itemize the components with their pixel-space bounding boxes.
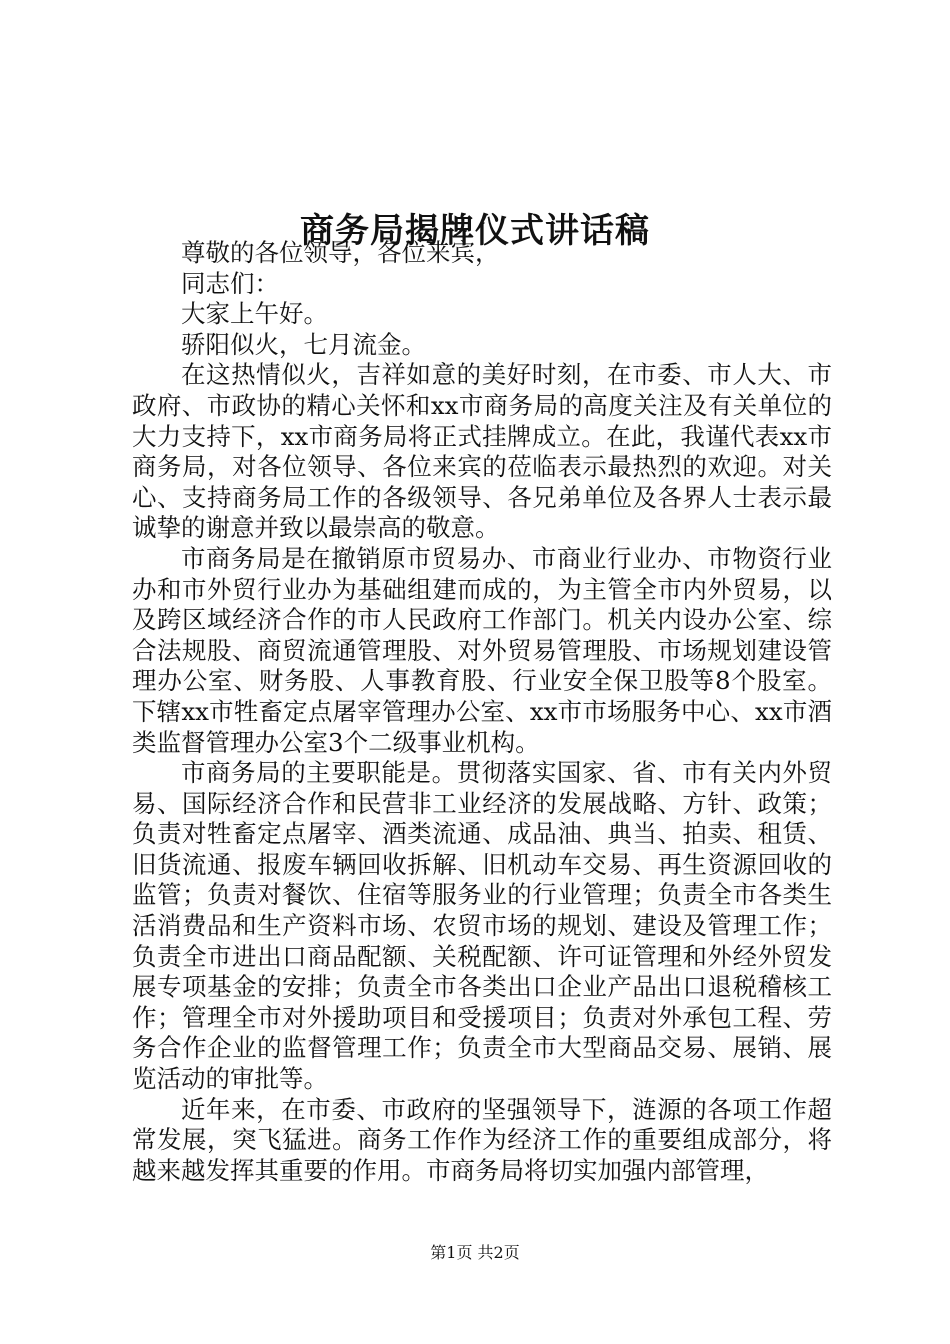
- greeting-paragraph: 大家上午好。: [181, 299, 328, 329]
- salutation-paragraph: 尊敬的各位领导，各位来宾，: [181, 238, 500, 267]
- body-paragraph: 在这热情似火，吉祥如意的美好时刻，在市委、市人大、市政府、市政协的精心关怀和xx市商务局的高度关注及有关单位的大力支持下，xx市商务局将正式挂牌成立。在此，我谨代表xx市商务局，对各位领导、各位来宾的莅临表示最热烈的欢迎。对关心、支持商务局工作的各级领导、各兄弟单位及各界人士表示最诚挚的谢意并致以最崇高的敬意。: [132, 360, 832, 543]
- body-paragraph: 近年来，在市委、市政府的坚强领导下，涟源的各项工作超常发展，突飞猛进。商务工作作为经济工作的重要组成部分，将越来越发挥其重要的作用。市商务局将切实加强内部管理，: [132, 1094, 832, 1185]
- page-number-footer: 第1页 共2页: [430, 1243, 520, 1262]
- body-paragraph: 市商务局的主要职能是。贯彻落实国家、省、市有关内外贸易、国际经济合作和民营非工业经济的发展战略、方针、政策；负责对牲畜定点屠宰、酒类流通、成品油、典当、拍卖、租赁、旧货流通、报废车辆回收拆解、旧机动车交易、再生资源回收的监管；负责对餐饮、住宿等服务业的行业管理；负责全市各类生活消费品和生产资料市场、农贸市场的规划、建设及管理工作；负责全市进出口商品配额、关税配额、许可证管理和外经外贸发展专项基金的安排；负责全市各类出口企业产品出口退税稽核工作；管理全市对外援助项目和受援项目；负责对外承包工程、劳务合作企业的监督管理工作；负责全市大型商品交易、展销、展览活动的审批等。: [132, 758, 832, 1094]
- document-body: [132, 238, 832, 1186]
- document-title: 商务局揭牌仪式讲话稿: [300, 210, 650, 251]
- opening-paragraph: 骄阳似火，七月流金。: [181, 329, 426, 359]
- salutation-paragraph: 同志们：: [181, 268, 279, 298]
- body-paragraph: 市商务局是在撤销原市贸易办、市商业行业办、市物资行业办和市外贸行业办为基础组建而成的，为主管全市内外贸易，以及跨区域经济合作的市人民政府工作部门。机关内设办公室、综合法规股、商贸流通管理股、对外贸易管理股、市场规划建设管理办公室、财务股、人事教育股、行业安全保卫股等8个股室。下辖xx市牲畜定点屠宰管理办公室、xx市市场服务中心、xx市酒类监督管理办公室3个二级事业机构。: [132, 543, 832, 757]
